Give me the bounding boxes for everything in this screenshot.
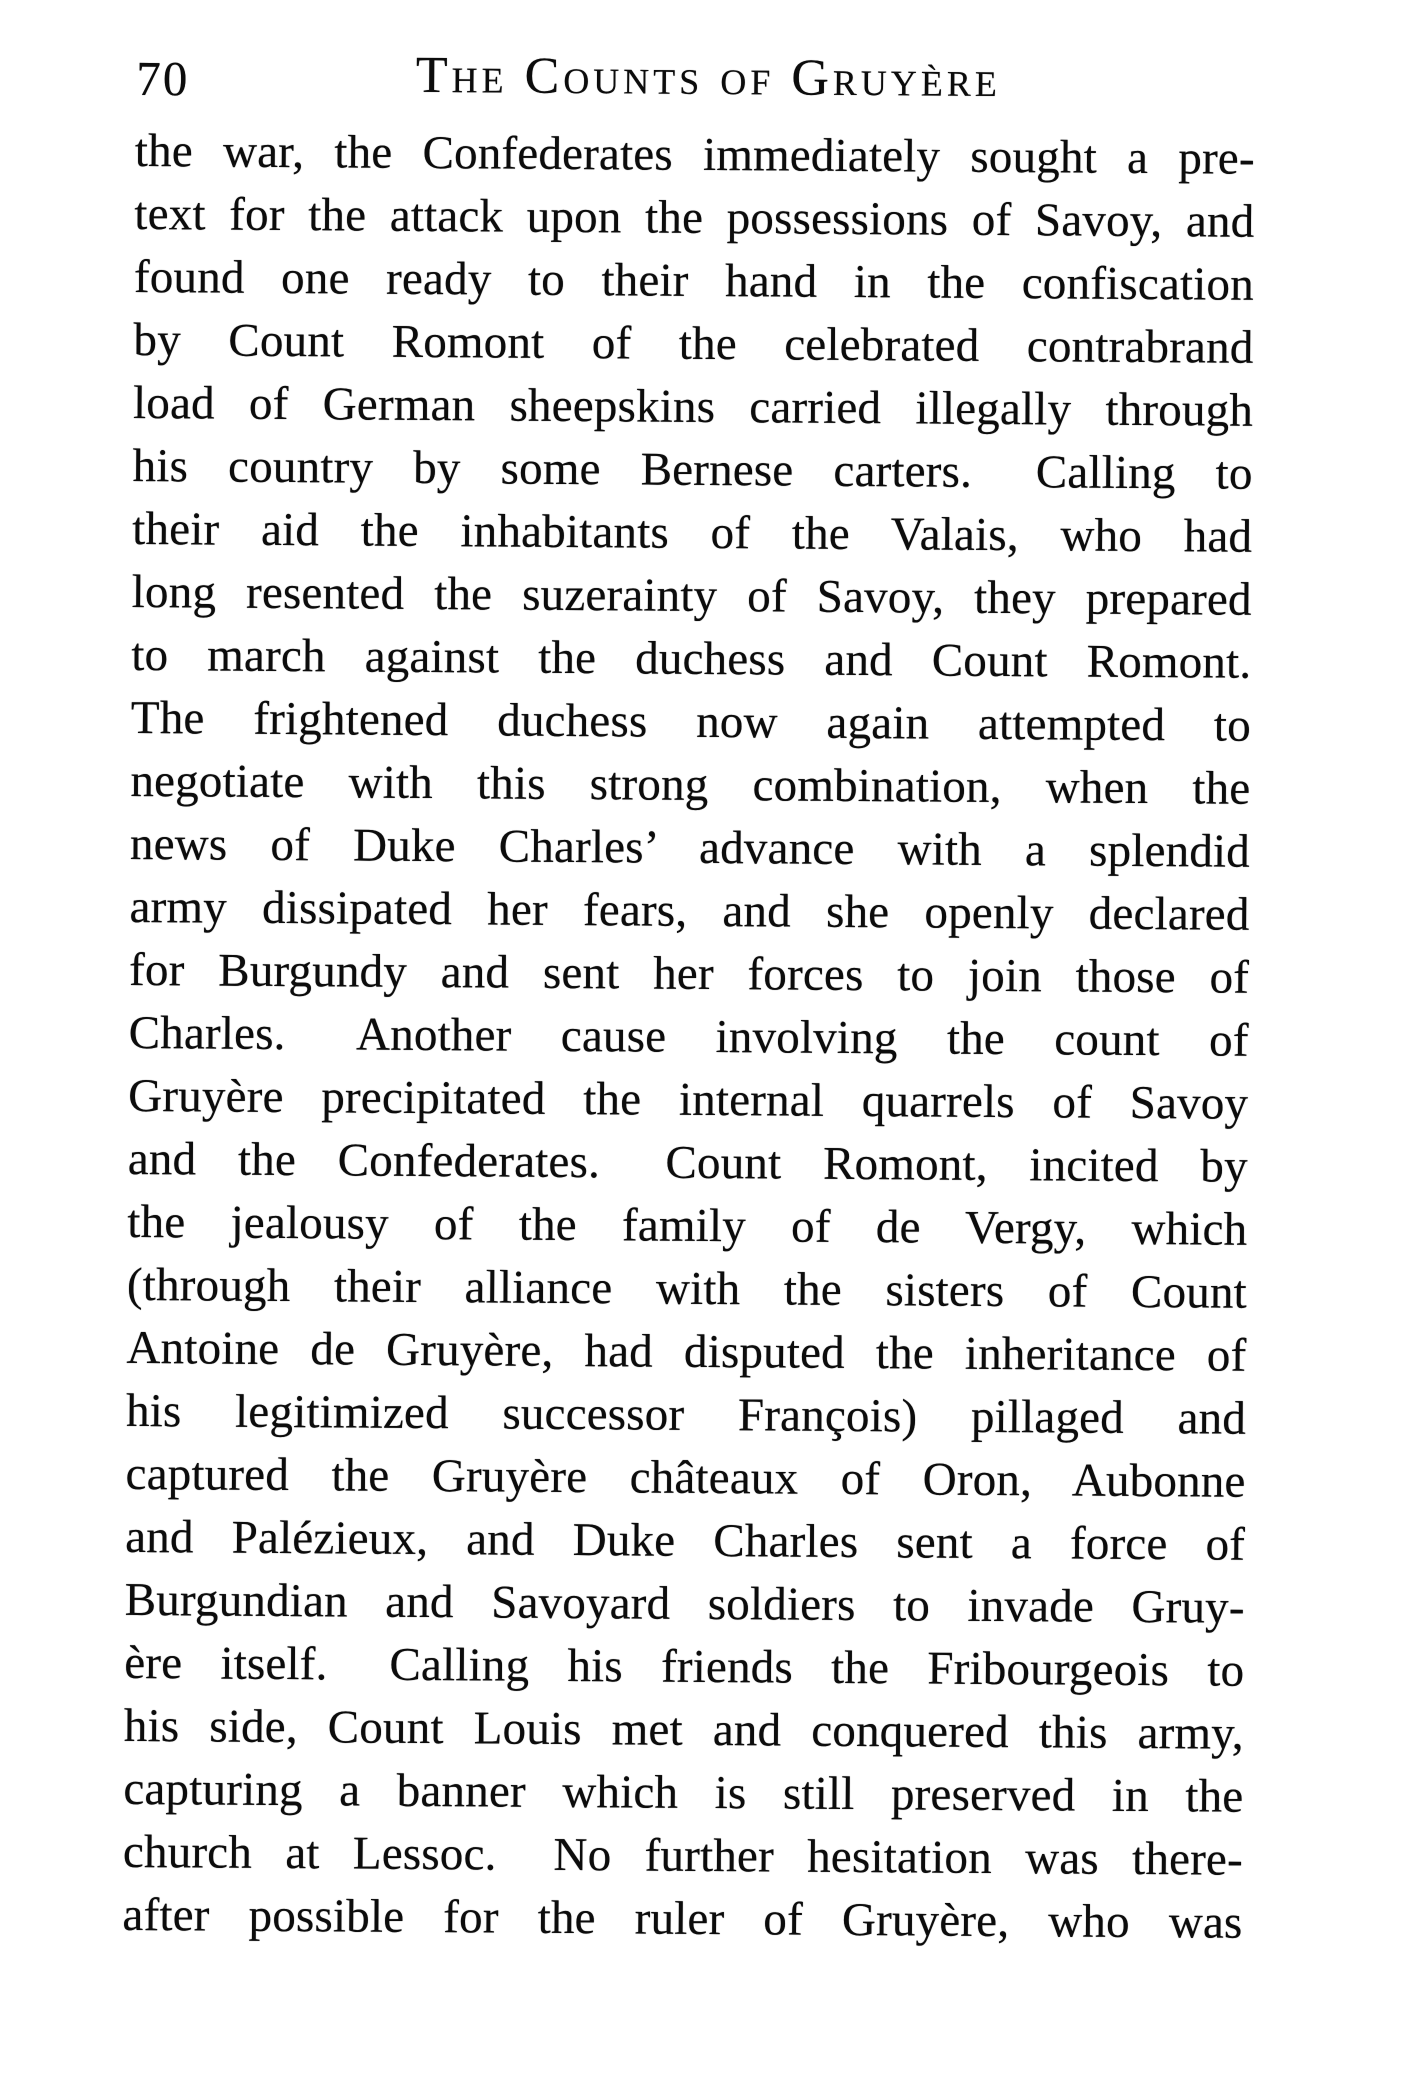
text-line: for Burgundy and sent her forces to join those of (128, 943, 1250, 1004)
text-line: by Count Romont of the celebrated contrabrand (133, 313, 1254, 374)
text-line: his country by some Bernese carters. Calling to (132, 439, 1253, 500)
text-line: and the Confederates. Count Romont, incited by (127, 1132, 1248, 1193)
text-line: captured the Gruyère châteaux of Oron, Aubonne (125, 1447, 1246, 1508)
text-line: Antoine de Gruyère, had disputed the inheritance of (126, 1321, 1247, 1382)
text-line: found one ready to their hand in the confiscation (133, 250, 1255, 311)
text-line: (through their alliance with the sisters of Count (126, 1258, 1248, 1319)
text-line: his side, Count Louis met and conquered this army, (123, 1699, 1245, 1760)
page-header (0, 43, 1416, 123)
text-line: The frightened duchess now again attempted to (130, 691, 1252, 752)
text-line: capturing a banner which is still preserved in the (123, 1762, 1244, 1823)
text-line: ère itself. Calling his friends the Fribourgeois to (124, 1636, 1245, 1697)
page-number: 70 (136, 50, 190, 107)
text-line: his legitimized successor François) pillaged and (125, 1384, 1247, 1445)
text-line: Charles. Another cause involving the count of (128, 1006, 1249, 1067)
body-text (122, 120, 1255, 1955)
text-line: army dissipated her fears, and she openly declared (129, 880, 1250, 941)
text-line: text for the attack upon the possessions of Savoy, and (134, 187, 1255, 248)
text-line: load of German sheepskins carried illegally through (132, 376, 1254, 437)
text-line: their aid the inhabitants of the Valais, who had (132, 502, 1253, 563)
text-line: Gruyère precipitated the internal quarrels of Savoy (128, 1069, 1249, 1130)
text-line: church at Lessoc. No further hesitation was there- (122, 1825, 1244, 1886)
running-title: The Counts of Gruyère (415, 46, 1002, 109)
text-line: long resented the suzerainty of Savoy, they prepared (131, 565, 1252, 626)
text-line: and Palézieux, and Duke Charles sent a force of (124, 1510, 1246, 1571)
text-line: the war, the Confederates immediately sought a pre- (134, 124, 1256, 185)
text-line: the jealousy of the family of de Vergy, which (127, 1195, 1248, 1256)
text-line: to march against the duchess and Count Romont. (131, 628, 1252, 689)
text-line: negotiate with this strong combination, when the (130, 754, 1251, 815)
text-line: after possible for the ruler of Gruyère, who was (122, 1888, 1243, 1949)
text-line: Burgundian and Savoyard soldiers to invade Gruy- (124, 1573, 1245, 1634)
text-line: news of Duke Charles’ advance with a splendid (129, 817, 1251, 878)
